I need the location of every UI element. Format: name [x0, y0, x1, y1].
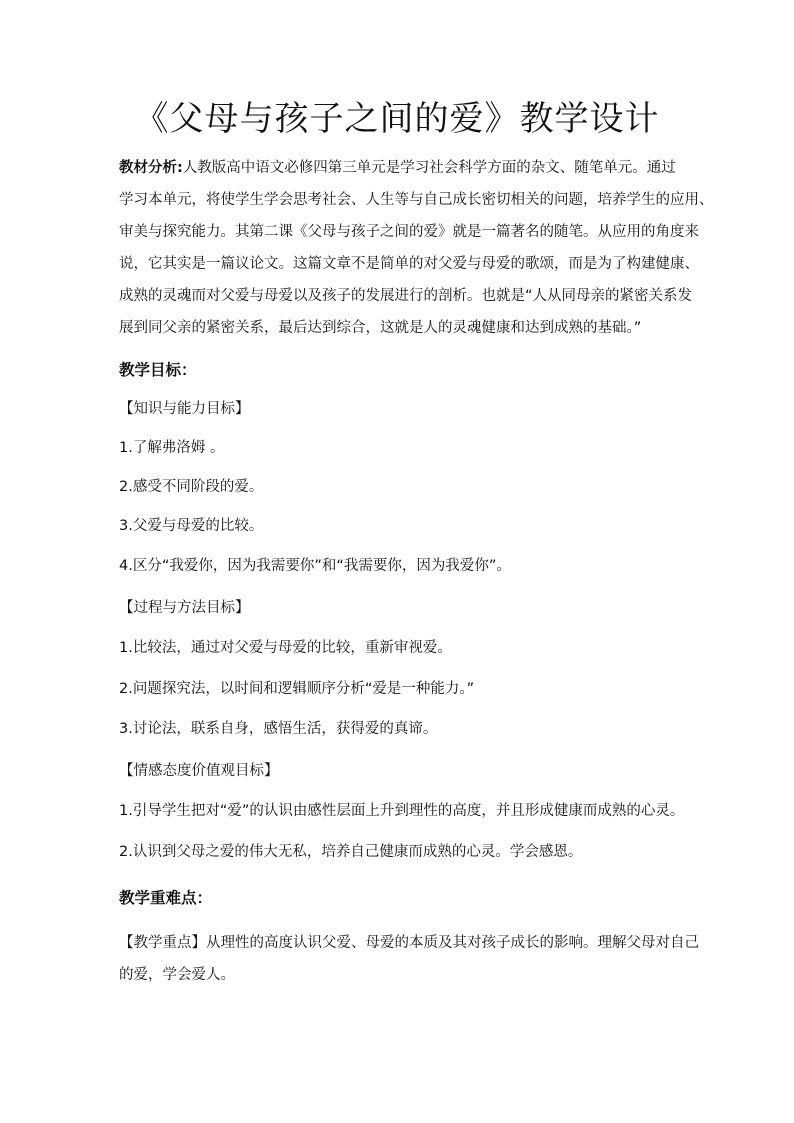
focus-text-1: 从理性的高度认识父爱、母爱的本质及其对孩子成长的影响。理解父母对自己	[206, 935, 699, 951]
emotion-item-2: 2.认识到父母之爱的伟大无私，培养自己健康而成熟的心灵。学会感恩。	[119, 844, 583, 860]
analysis-line-6: 展到同父亲的紧密关系，最后达到综合，这就是人的灵魂健康和达到成熟的基础。”	[119, 320, 642, 336]
process-item-3: 3.讨论法，联系自身，感悟生活，获得爱的真谛。	[119, 721, 438, 737]
knowledge-item-4: 4.区分“我爱你，因为我需要你”和“我需要你，因为我爱你”。	[119, 558, 511, 574]
difficulties-heading: 教学重难点：	[119, 889, 213, 907]
analysis-label: 教材分析	[119, 160, 177, 176]
analysis-text-1: 人教版高中语文必修四第三单元是学习社会科学方面的杂文、随笔单元。通过	[182, 160, 676, 176]
knowledge-item-2: 2.感受不同阶段的爱。	[119, 479, 264, 495]
process-item-1: 1.比较法，通过对父爱与母爱的比较，重新审视爱。	[119, 640, 452, 656]
analysis-line-3: 审美与探究能力。其第二课《父母与孩子之间的爱》就是一篇著名的随笔。从应用的角度来	[119, 224, 699, 240]
analysis-line-5: 成熟的灵魂而对父爱与母爱以及孩子的发展进行的剖析。也就是“人从同母亲的紧密关系发	[119, 288, 693, 304]
emotion-heading: 【情感态度价值观目标】	[119, 763, 279, 779]
knowledge-item-1: 1.了解弗洛姆 。	[119, 440, 225, 456]
objectives-heading: 教学目标：	[119, 361, 197, 379]
process-heading: 【过程与方法目标】	[119, 600, 250, 616]
focus-line-1	[119, 933, 699, 953]
emotion-item-1: 1.引导学生把对“爱”的认识由感性层面上升到理性的高度，并且形成健康而成熟的心灵。	[119, 803, 685, 819]
focus-label: 【教学重点】	[119, 935, 206, 951]
analysis-colon: :	[177, 160, 183, 176]
process-item-2: 2.问题探究法，以时间和逻辑顺序分析“爱是一种能力。”	[119, 681, 475, 697]
knowledge-item-3: 3.父爱与母爱的比较。	[119, 518, 264, 534]
knowledge-heading: 【知识与能力目标】	[119, 401, 250, 417]
analysis-line-1	[119, 158, 679, 178]
page-title: 《父母与孩子之间的爱》教学设计	[134, 99, 660, 139]
analysis-line-2: 学习本单元，将使学生学会思考社会、人生等与自己成长密切相关的问题，培养学生的应用、	[119, 192, 714, 208]
analysis-line-4: 说，它其实是一篇议论文。这篇文章不是简单的对父爱与母爱的歌颂，而是为了构建健康、	[119, 256, 699, 272]
focus-line-2: 的爱，学会爱人。	[119, 967, 235, 983]
